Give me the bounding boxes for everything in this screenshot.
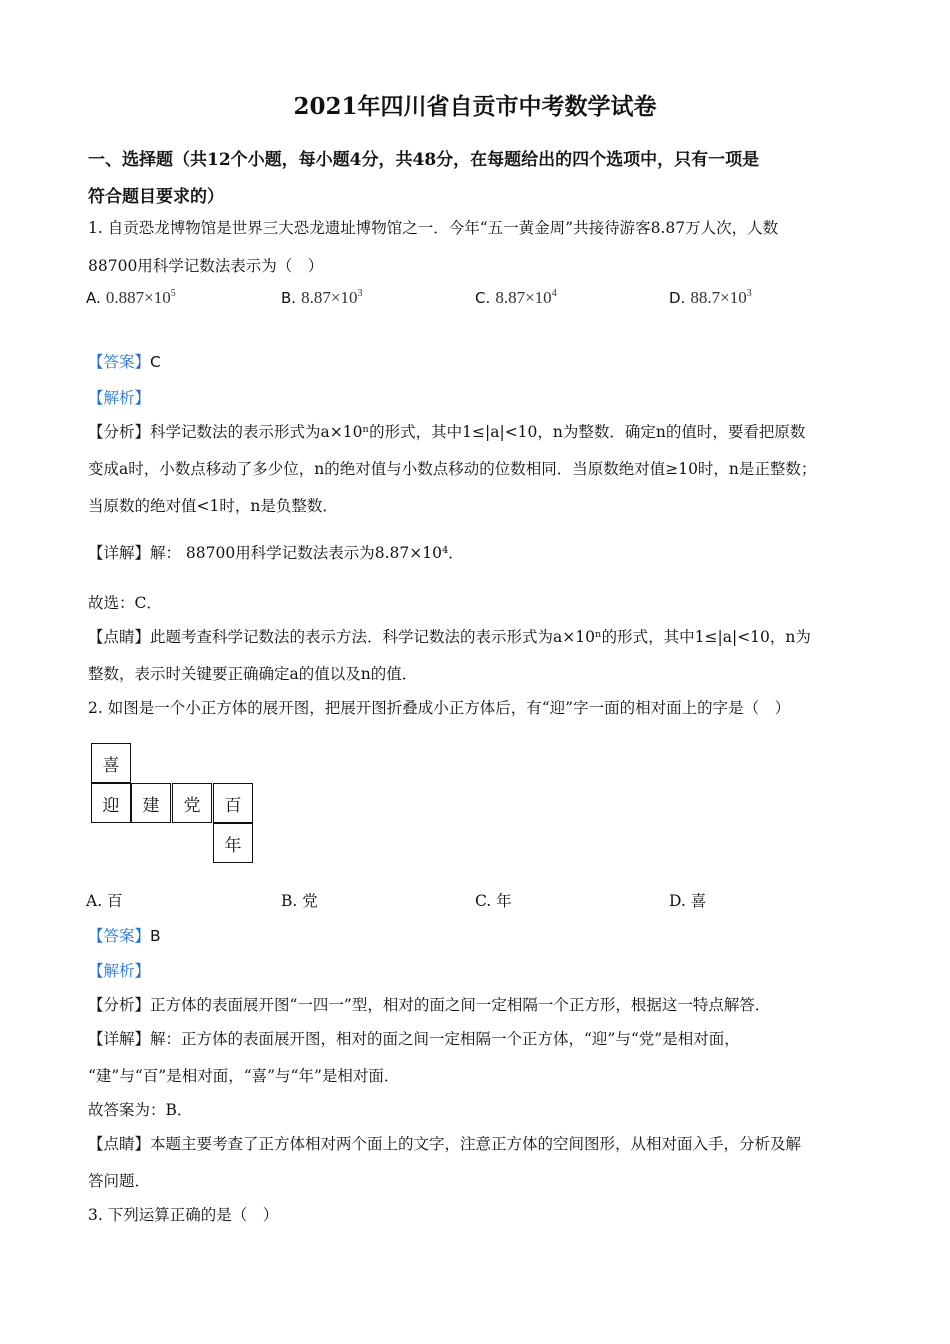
q2-answer: [88, 924, 161, 946]
option-value: [690, 288, 751, 307]
option-base: 88.7×10: [690, 288, 747, 307]
q2-fenxi: 【分析】正方体的表面展开图“一四一”型，相对的面之间一定相隔一个正方形，根据这一特点解答．: [88, 996, 771, 1014]
q1-stem-line1: 1. 自贡恐龙博物馆是世界三大恐龙遗址博物馆之一．今年“五一黄金周”共接待游客8.87万人次，人数: [88, 219, 779, 237]
q2-dianjing-line2: 答问题．: [88, 1172, 151, 1190]
q1-guxuan: 故选：C．: [88, 594, 162, 612]
answer-value: B: [150, 927, 161, 945]
q2-option-a: A. 百: [86, 892, 123, 910]
page-title: 2021年四川省自贡市中考数学试卷: [293, 93, 657, 120]
net-cell-xi: 喜: [91, 743, 131, 783]
q1-option-c: [475, 288, 557, 308]
option-value: [106, 288, 176, 307]
option-value: [495, 288, 556, 307]
option-base: 0.887×10: [105, 288, 171, 307]
net-cell-dang: 党: [172, 783, 212, 823]
q1-fenxi-line2: 变成a时，小数点移动了多少位，n的绝对值与小数点移动的位数相同．当原数绝对值≥10时，n是正整数；: [88, 460, 817, 478]
net-cell-bai: 百: [213, 783, 253, 823]
option-letter: D.: [669, 289, 686, 307]
answer-tag: 【答案】: [88, 353, 151, 371]
answer-value: C: [150, 353, 161, 371]
option-letter: A.: [86, 289, 101, 307]
q2-option-b: B. 党: [281, 892, 318, 910]
option-exponent: 3: [746, 288, 752, 299]
q2-xiangjie-line1: 【详解】解：正方体的表面展开图，相对的面之间一定相隔一个正方体，“迎”与“党”是相对面，: [88, 1030, 740, 1048]
net-cell-ying: 迎: [91, 783, 131, 823]
option-letter: B.: [281, 289, 297, 307]
q2-xiangjie-line2: “建”与“百”是相对面，“喜”与“年”是相对面．: [88, 1067, 400, 1085]
section-heading-line1: 一、选择题（共12个小题，每小题4分，共48分，在每题给出的四个选项中，只有一项是: [88, 150, 760, 170]
q2-stem: 2. 如图是一个小正方体的展开图，把展开图折叠成小正方体后，有“迎”字一面的相对面上的字是（ ）: [88, 699, 791, 717]
q1-option-b: [281, 288, 363, 308]
q1-fenxi-line1: 【分析】科学记数法的表示形式为a×10ⁿ的形式，其中1≤|a|<10，n为整数．确定n的值时，要看把原数: [88, 423, 806, 441]
option-letter: C.: [475, 289, 491, 307]
option-base: 8.87×10: [495, 288, 552, 307]
q2-analysis-tag: 【解析】: [88, 962, 151, 980]
q2-option-c: C. 年: [475, 892, 512, 910]
option-base: 8.87×10: [301, 288, 358, 307]
q1-analysis-tag: 【解析】: [88, 389, 151, 407]
option-exponent: 4: [551, 288, 557, 299]
net-cell-jian: 建: [131, 783, 171, 823]
q1-option-d: [669, 288, 752, 308]
section-heading-line2: 符合题目要求的）: [88, 187, 224, 207]
option-value: [301, 288, 362, 307]
q1-xiangjie: 【详解】解： 88700用科学记数法表示为8.87×10⁴．: [88, 544, 464, 562]
q2-guxuan: 故答案为：B．: [88, 1101, 193, 1119]
q2-dianjing-line1: 【点睛】本题主要考查了正方体相对两个面上的文字，注意正方体的空间图形，从相对面入手，分析及解: [88, 1135, 802, 1153]
option-exponent: 3: [357, 288, 363, 299]
q1-dianjing-line1: 【点睛】此题考查科学记数法的表示方法．科学记数法的表示形式为a×10ⁿ的形式，其中1≤|a|<10，n为: [88, 628, 811, 646]
q1-fenxi-line3: 当原数的绝对值<1时，n是负整数．: [88, 497, 338, 515]
q1-dianjing-line2: 整数，表示时关键要正确确定a的值以及n的值．: [88, 665, 418, 683]
q2-option-d: D. 喜: [669, 892, 707, 910]
answer-tag: 【答案】: [88, 927, 151, 945]
q1-stem-line2: 88700用科学记数法表示为（ ）: [88, 257, 324, 275]
net-cell-nian: 年: [213, 823, 253, 863]
option-exponent: 5: [170, 288, 176, 299]
q1-answer: [88, 350, 161, 372]
q3-stem: 3. 下列运算正确的是（ ）: [88, 1206, 279, 1224]
q1-option-a: [86, 288, 176, 308]
